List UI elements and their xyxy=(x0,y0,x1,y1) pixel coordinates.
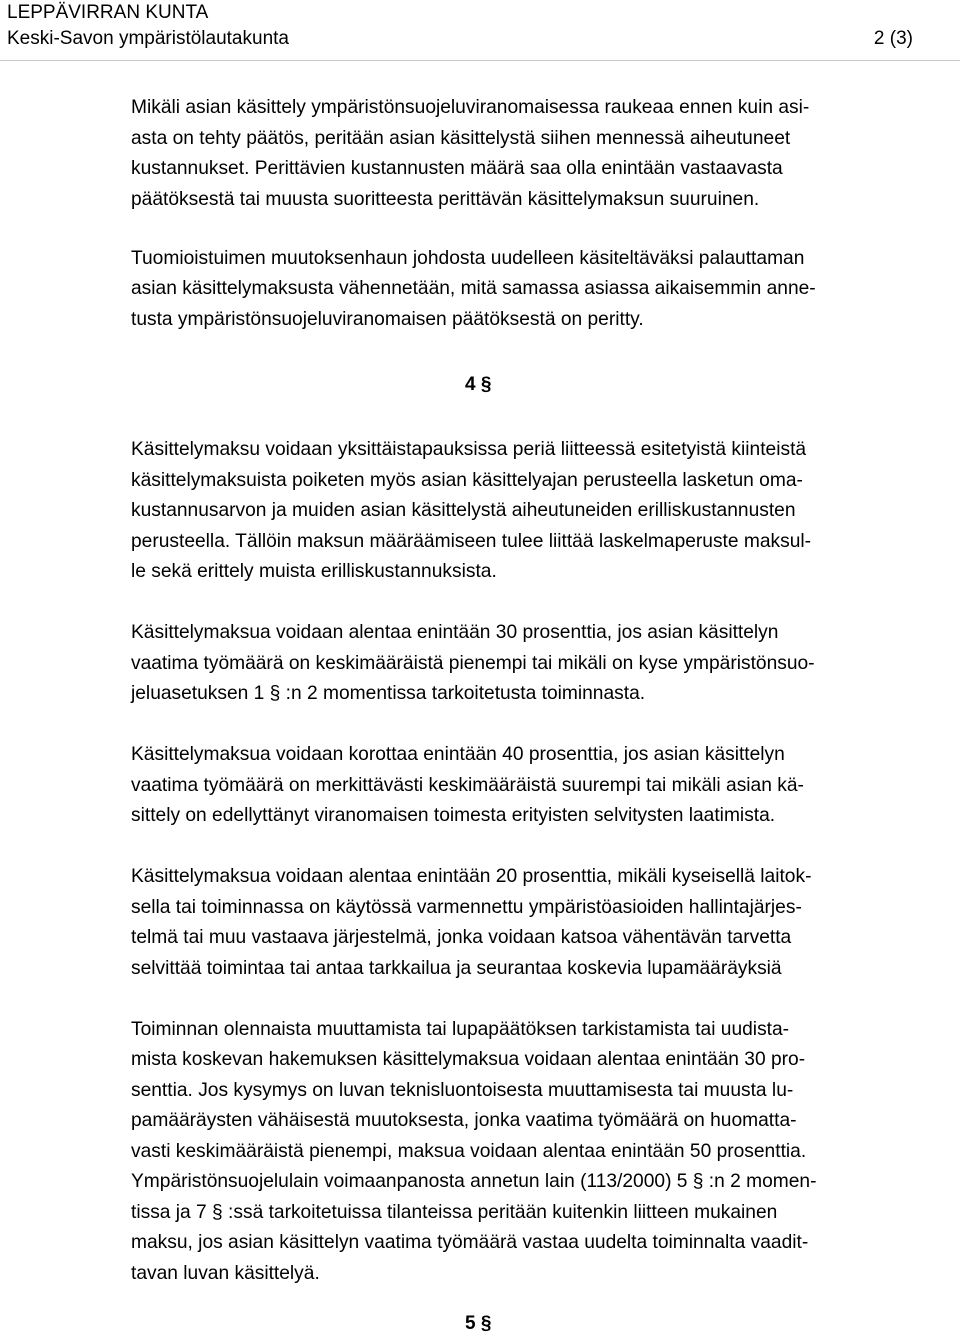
text-line: vasti keskimääräistä pienempi, maksua voidaan alentaa enintään 50 prosenttia. xyxy=(131,1140,807,1162)
text-line: tusta ympäristönsuojeluviranomaisen päätöksestä on peritty. xyxy=(131,308,644,330)
text-line: telmä tai muu vastaava järjestelmä, jonka voidaan katsoa vähentävän tarvetta xyxy=(131,927,792,948)
paragraph-4 xyxy=(131,618,951,710)
text-line: perusteella. Tällöin maksun määräämiseen tulee liittää laskelmaperuste maksul- xyxy=(131,530,812,552)
text-line: käsittelymaksuista poiketen myös asian käsittelyajan perusteella lasketun oma- xyxy=(131,469,803,491)
paragraph-6 xyxy=(131,862,951,984)
section-heading-5: 5 § xyxy=(465,1313,492,1334)
paragraph-3 xyxy=(131,435,951,588)
organization-name: LEPPÄVIRRAN KUNTA xyxy=(7,2,209,23)
text-line: Ympäristönsuojelulain voimaanpanosta annetun lain (113/2000) 5 § :n 2 momen- xyxy=(131,1171,817,1192)
text-line: kustannusarvon ja muiden asian käsittelystä aiheutuneiden erilliskustannusten xyxy=(131,500,796,521)
text-line: maksu, jos asian käsittelyn vaatima työmäärä vastaa uudelta toiminnalta vaadit- xyxy=(131,1232,809,1253)
text-line: Käsittelymaksua voidaan alentaa enintään 20 prosenttia, mikäli kyseisellä laitok- xyxy=(131,866,812,887)
text-line: vaatima työmäärä on merkittävästi keskimääräistä suurempi tai mikäli asian kä- xyxy=(131,774,804,796)
paragraph-1 xyxy=(131,93,951,215)
paragraph-7 xyxy=(131,1015,951,1290)
text-line: asian käsittelymaksusta vähennetään, mitä samassa asiassa aikaisemmin anne- xyxy=(131,278,816,299)
text-line: Käsittelymaksua voidaan korottaa enintään 40 prosenttia, jos asian käsittelyn xyxy=(131,744,785,765)
paragraph-2 xyxy=(131,244,951,336)
page-number: 2 (3) xyxy=(873,28,913,49)
text-line: kustannukset. Perittävien kustannusten määrä saa olla enintään vastaavasta xyxy=(131,158,783,179)
header-divider xyxy=(0,60,960,61)
text-line: asta on tehty päätös, peritään asian käsittelystä siihen mennessä aiheutuneet xyxy=(131,127,791,149)
section-heading-4: 4 § xyxy=(465,374,492,395)
text-line: sella tai toiminnassa on käytössä varmennettu ympäristöasioiden hallintajärjes- xyxy=(131,896,802,918)
text-line: tissa ja 7 § :ssä tarkoitetuissa tilanteissa peritään kuitenkin liitteen mukainen xyxy=(131,1201,778,1223)
text-line: Käsittelymaksua voidaan alentaa enintään 30 prosenttia, jos asian käsittelyn xyxy=(131,622,779,643)
text-line: senttia. Jos kysymys on luvan teknisluontoisesta muuttamisesta tai muusta lu- xyxy=(131,1079,794,1101)
text-line: Toiminnan olennaista muuttamista tai lupapäätöksen tarkistamista tai uudista- xyxy=(131,1018,790,1040)
text-line: le sekä erittely muista erilliskustannuksista. xyxy=(131,561,497,582)
text-line: päätöksestä tai muusta suoritteesta perittävän käsittelymaksun suuruinen. xyxy=(131,188,760,210)
text-line: tavan luvan käsittelyä. xyxy=(131,1262,320,1284)
document-header xyxy=(7,0,953,52)
text-line: vaatima työmäärä on keskimääräistä pienempi tai mikäli on kyse ympäristönsuo- xyxy=(131,652,815,674)
paragraph-5 xyxy=(131,740,951,832)
text-line: Käsittelymaksu voidaan yksittäistapauksissa periä liitteessä esitetyistä kiinteistä xyxy=(131,439,807,460)
text-line: mista koskevan hakemuksen käsittelymaksua voidaan alentaa enintään 30 pro- xyxy=(131,1049,806,1070)
text-line: jeluasetuksen 1 § :n 2 momentissa tarkoitetusta toiminnasta. xyxy=(131,683,646,704)
text-line: selvittää toimintaa tai antaa tarkkailua ja seurantaa koskevia lupamääräyksiä xyxy=(131,957,782,979)
document-body xyxy=(131,93,951,1289)
text-line: Mikäli asian käsittely ympäristönsuojeluviranomaisessa raukeaa ennen kuin asi- xyxy=(131,97,810,118)
text-line: Tuomioistuimen muutoksenhaun johdosta uudelleen käsiteltäväksi palauttaman xyxy=(131,247,805,269)
text-line: sittely on edellyttänyt viranomaisen toimesta erityisten selvitysten laatimista. xyxy=(131,805,776,826)
committee-name: Keski-Savon ympäristölautakunta xyxy=(7,28,289,49)
text-line: pamääräysten vähäisestä muutoksesta, jonka vaatima työmäärä on huomatta- xyxy=(131,1110,797,1131)
